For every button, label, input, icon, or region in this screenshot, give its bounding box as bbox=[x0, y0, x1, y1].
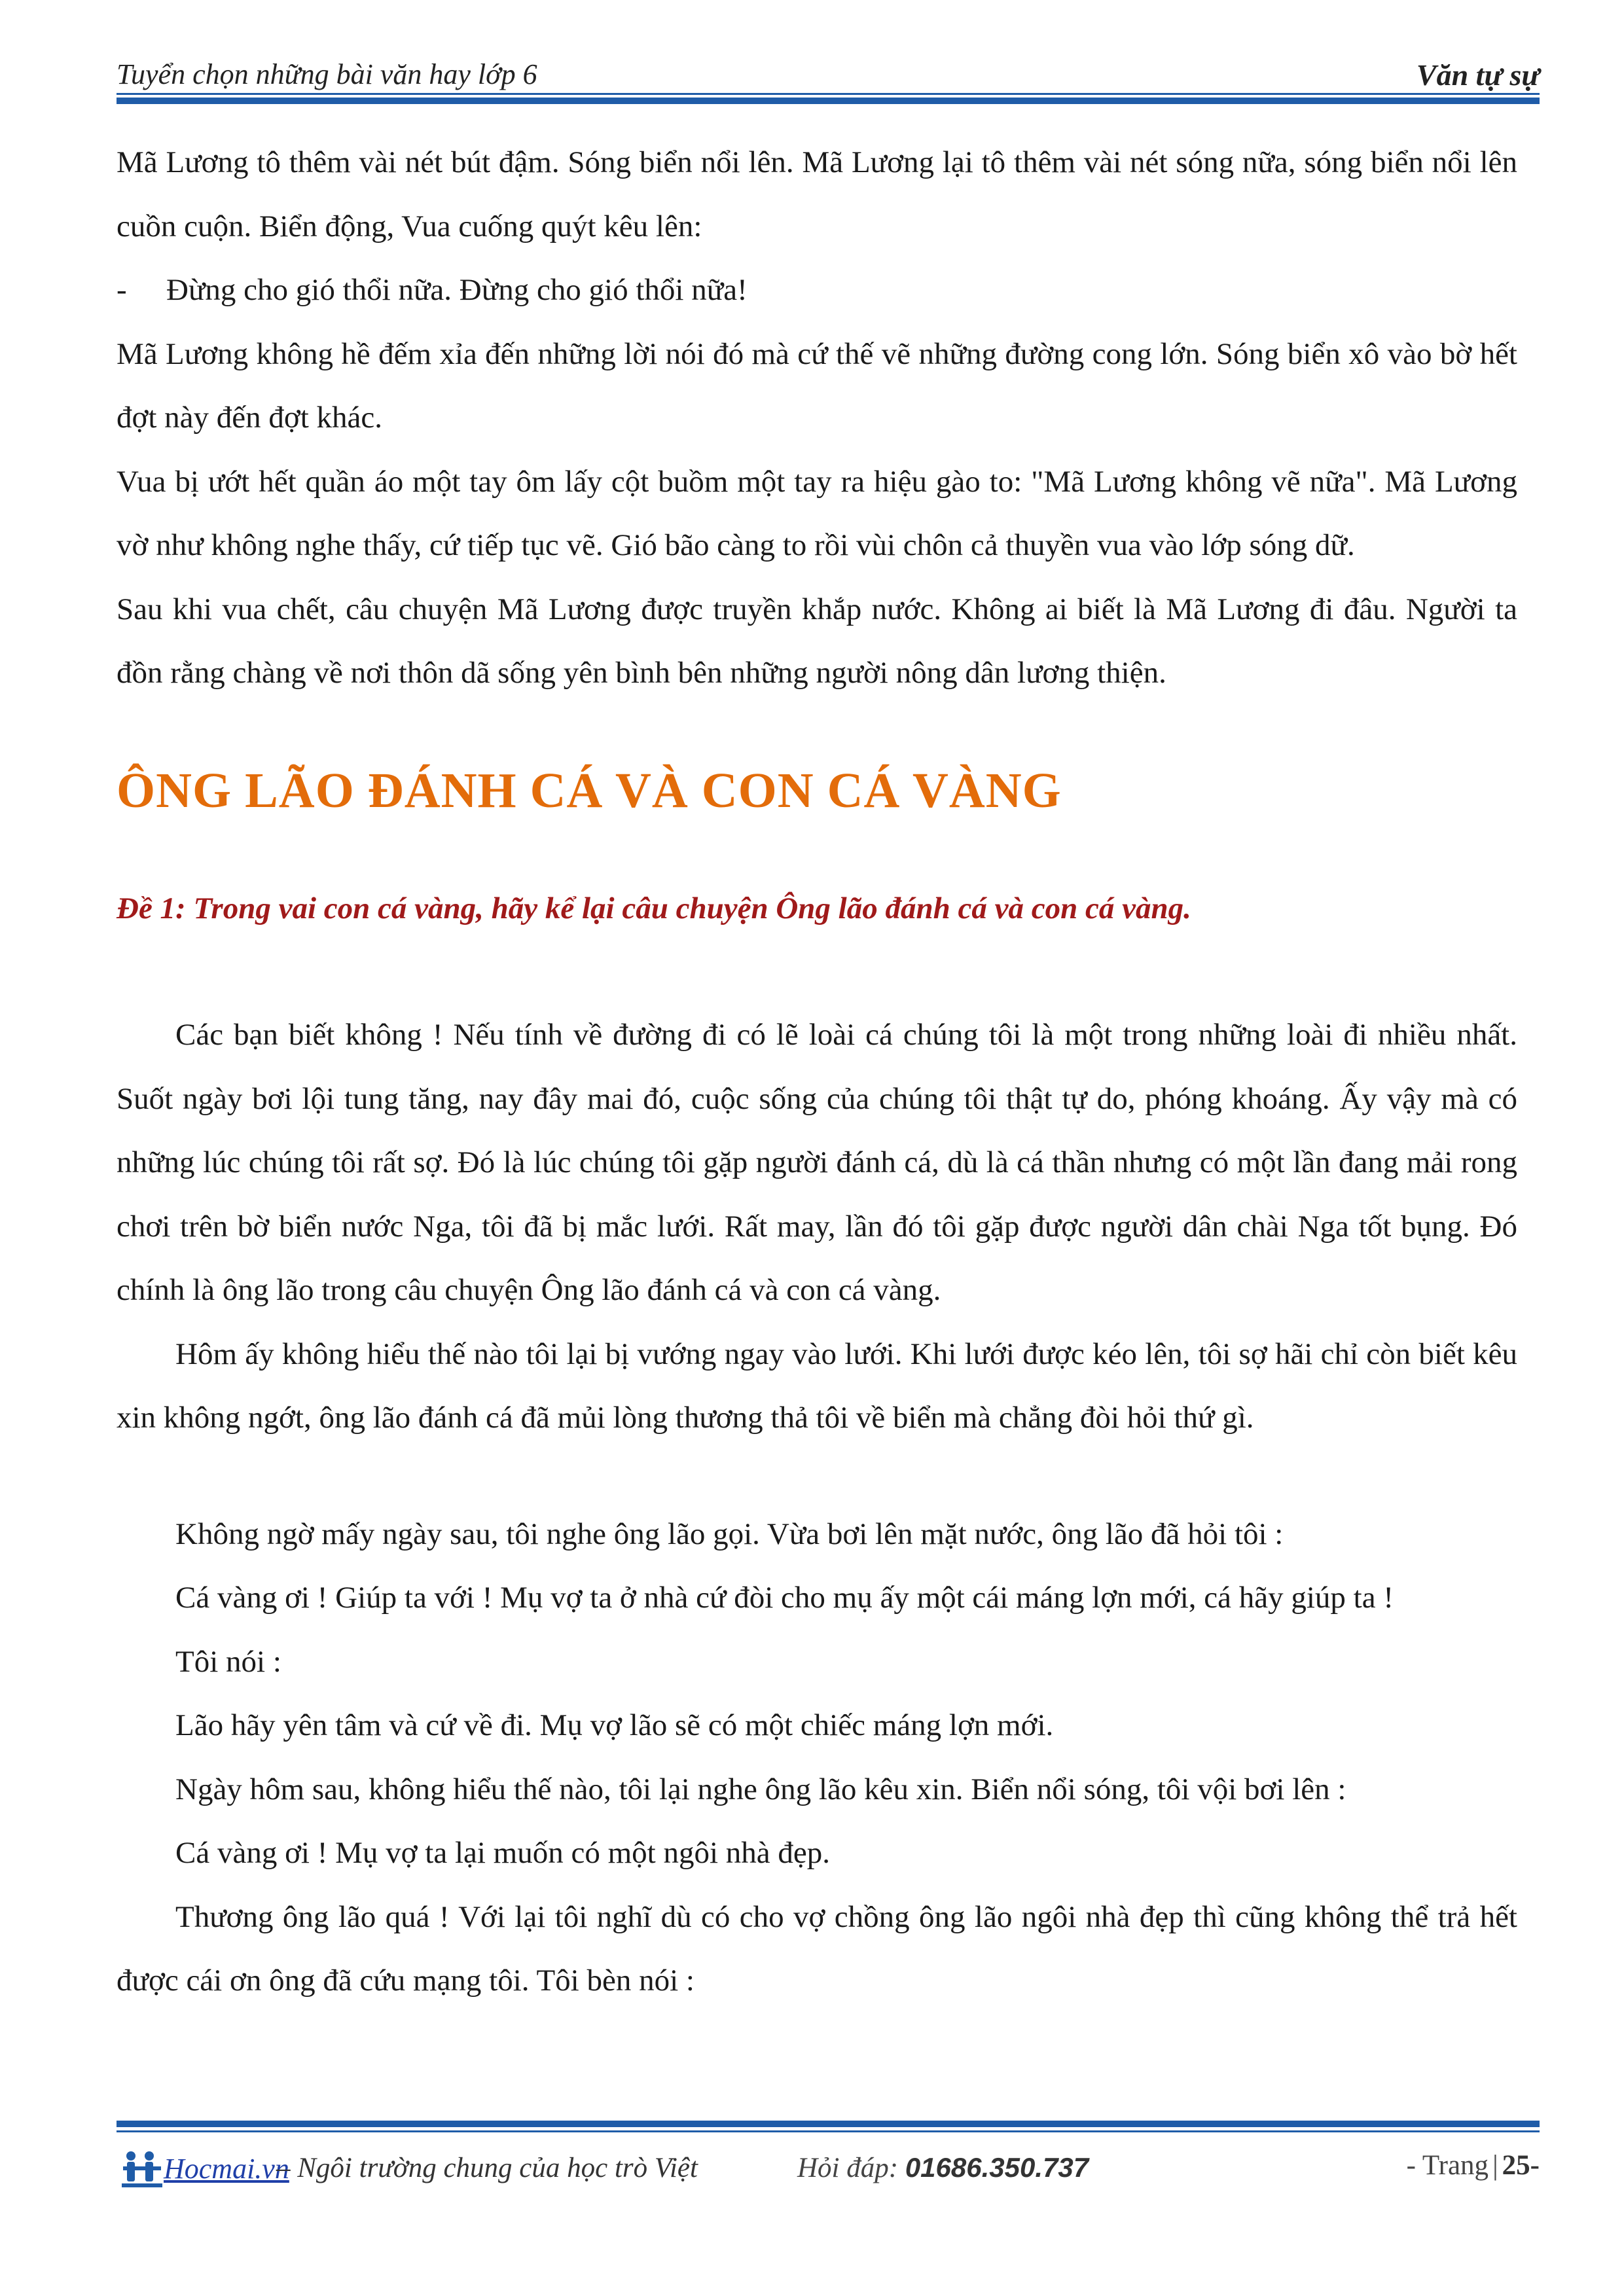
paragraph: Hôm ấy không hiểu thế nào tôi lại bị vướng ngay vào lưới. Khi lưới được kéo lên, tôi sợ hãi chỉ còn biết kêu xin không ngớt, ông lão đánh cá đã mủi lòng thương thả tôi về biển mà chẳng đòi hỏi thứ gì. bbox=[117, 1336, 1517, 1435]
paragraph: Cá vàng ơi ! Mụ vợ ta lại muốn có một ngôi nhà đẹp. bbox=[175, 1836, 830, 1870]
paragraph: Không ngờ mấy ngày sau, tôi nghe ông lão gọi. Vừa bơi lên mặt nước, ông lão đã hỏi tôi : bbox=[175, 1516, 1284, 1551]
assignment-prompt: Đề 1: Trong vai con cá vàng, hãy kể lại câu chuyện Ông lão đánh cá và con cá vàng. bbox=[117, 891, 1191, 925]
paragraph: Cá vàng ơi ! Giúp ta với ! Mụ vợ ta ở nhà cứ đòi cho mụ ấy một cái máng lợn mới, cá hãy giúp ta ! bbox=[175, 1581, 1394, 1615]
page-number bbox=[1407, 2149, 1540, 2181]
hotline-number: 01686.350.737 bbox=[905, 2152, 1089, 2183]
paragraph: Lão hãy yên tâm và cứ về đi. Mụ vợ lão sẽ có một chiếc máng lợn mới. bbox=[175, 1708, 1054, 1742]
dialogue-text: Đừng cho gió thổi nữa. Đừng cho gió thổi nữa! bbox=[166, 273, 748, 307]
page-number-value: 25- bbox=[1502, 2150, 1540, 2181]
dash-symbol: - bbox=[117, 273, 127, 307]
paragraph: Tôi nói : bbox=[175, 1644, 281, 1679]
page-header bbox=[117, 46, 1540, 99]
header-section-title: Văn tự sự bbox=[1416, 58, 1540, 92]
spacer bbox=[117, 1450, 1517, 1503]
paragraph: Sau khi vua chết, câu chuyện Mã Lương được truyền khắp nước. Không ai biết là Mã Lương đi đâu. Người ta đồn rằng chàng về nơi thôn dã sống yên bình bên những người nông dân lương thiện. bbox=[117, 592, 1517, 690]
page-footer bbox=[117, 2145, 1540, 2204]
hocmai-logo-icon bbox=[120, 2148, 164, 2190]
story-title: ÔNG LÃO ĐÁNH CÁ VÀ CON CÁ VÀNG bbox=[117, 762, 1062, 818]
paragraph: Các bạn biết không ! Nếu tính về đường đi có lẽ loài cá chúng tôi là một trong những loài đi nhiều nhất. Suốt ngày bơi lội tung tăng, nay đây mai đó, cuộc sống của chúng tôi thật tự do, phóng khoáng. Ấy vậy mà có những lúc chúng tôi rất sợ. Đó là lúc chúng tôi gặp người đánh cá, dù là cá thần nhưng có một lần đang mải rong chơi trên bờ biển nước Nga, tôi đã bị mắc lưới. Rất may, lần đó tôi gặp được người dân chài Nga tốt bụng. Đó chính là ông lão trong câu chuyện Ông lão đánh cá và con cá vàng. bbox=[117, 1018, 1517, 1307]
paragraph: Thương ông lão quá ! Với lại tôi nghĩ dù có cho vợ chồng ông lão ngôi nhà đẹp thì cũng không thể trả hết được cái ơn ông đã cứu mạng tôi. Tôi bèn nói : bbox=[117, 1899, 1517, 1998]
page-content bbox=[117, 131, 1517, 2013]
paragraph: Mã Lương không hề đếm xỉa đến những lời nói đó mà cứ thế vẽ những đường cong lớn. Sóng biển xô vào bờ hết đợt này đến đợt khác. bbox=[117, 336, 1517, 435]
page-label: - Trang bbox=[1406, 2150, 1489, 2181]
footer-rule-thin bbox=[117, 2130, 1540, 2132]
page-separator: | bbox=[1492, 2150, 1498, 2181]
paragraph: Ngày hôm sau, không hiểu thế nào, tôi lại nghe ông lão kêu xin. Biển nổi sóng, tôi vội bơi lên : bbox=[175, 1772, 1346, 1806]
hotline-label: Hỏi đáp: bbox=[797, 2153, 899, 2183]
header-book-title: Tuyển chọn những bài văn hay lớp 6 bbox=[117, 58, 537, 90]
paragraph: Mã Lương tô thêm vài nét bút đậm. Sóng biển nổi lên. Mã Lương lại tô thêm vài nét sóng nữa, sóng biển nổi lên cuồn cuộn. Biển động, Vua cuống quýt kêu lên: bbox=[117, 145, 1517, 243]
paragraph: Vua bị ướt hết quần áo một tay ôm lấy cột buồm một tay ra hiệu gào to: "Mã Lương không vẽ nữa". Mã Lương vờ như không nghe thấy, cứ tiếp tục vẽ. Gió bão càng to rồi vùi chôn cả thuyền vua vào lớp sóng dữ. bbox=[117, 464, 1517, 562]
footer-hotline bbox=[797, 2152, 1089, 2184]
footer-rule-thick bbox=[117, 2121, 1540, 2127]
dialogue-line bbox=[117, 259, 1517, 323]
header-rule-thick bbox=[117, 98, 1540, 104]
footer-site-link[interactable]: Hocmai.vn bbox=[164, 2153, 289, 2185]
footer-slogan: – Ngôi trường chung của học trò Việt bbox=[276, 2153, 698, 2183]
header-rule-thin bbox=[117, 93, 1540, 95]
